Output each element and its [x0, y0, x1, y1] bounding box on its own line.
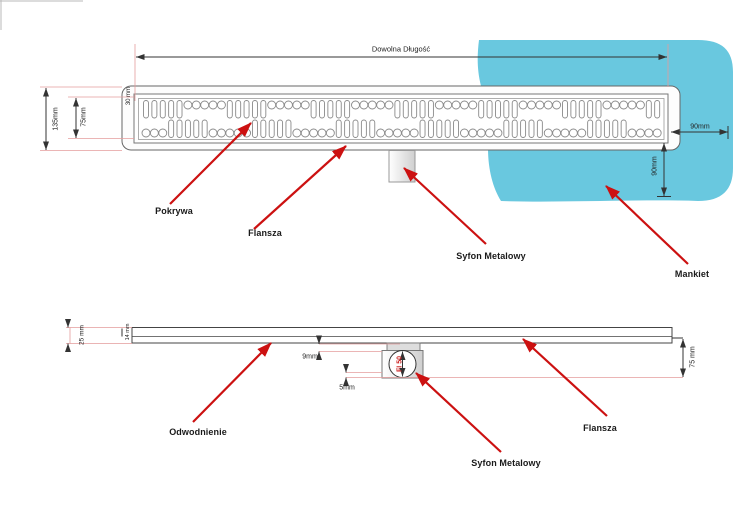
dim-label-75mm-top: 75mm	[80, 107, 88, 127]
label-flansza-top: Flansza	[248, 228, 282, 238]
label-fi50: FI 50	[396, 356, 404, 372]
dim-label-5mm: 5mm	[339, 384, 355, 392]
dim-label-25mm: 25 mm	[78, 325, 86, 345]
label-mankiet: Mankiet	[674, 269, 710, 279]
label-syfon-top: Syfon Metalowy	[456, 251, 526, 261]
channel-side-view	[132, 328, 672, 344]
label-flansza-bottom: Flansza	[583, 423, 617, 433]
arrow-syfon-top	[404, 168, 486, 244]
dim-label-135mm: 135mm	[52, 107, 60, 131]
dim-label-90mm-height: 90mm	[651, 156, 659, 176]
edge-artifacts	[0, 0, 83, 30]
dim-label-90mm-width: 90mm	[690, 123, 710, 131]
arrow-flansza-top	[254, 146, 346, 229]
arrow-odwodnienie	[193, 343, 271, 422]
dim-label-75mm-side: 75 mm	[689, 346, 697, 368]
dim-label-14mm: 14 mm	[125, 323, 131, 341]
dim-label-9mm: 9mm	[302, 353, 318, 361]
dim-label-30mm: 30 mm	[126, 86, 132, 106]
label-pokrywa: Pokrywa	[155, 206, 193, 216]
dim-label-length: Dowolna Długość	[371, 44, 431, 54]
arrow-syfon-bottom	[416, 373, 501, 452]
label-syfon-bottom: Syfon Metalowy	[471, 458, 541, 468]
siphon-top-view	[389, 151, 415, 183]
label-odwodnienie: Odwodnienie	[169, 427, 227, 437]
